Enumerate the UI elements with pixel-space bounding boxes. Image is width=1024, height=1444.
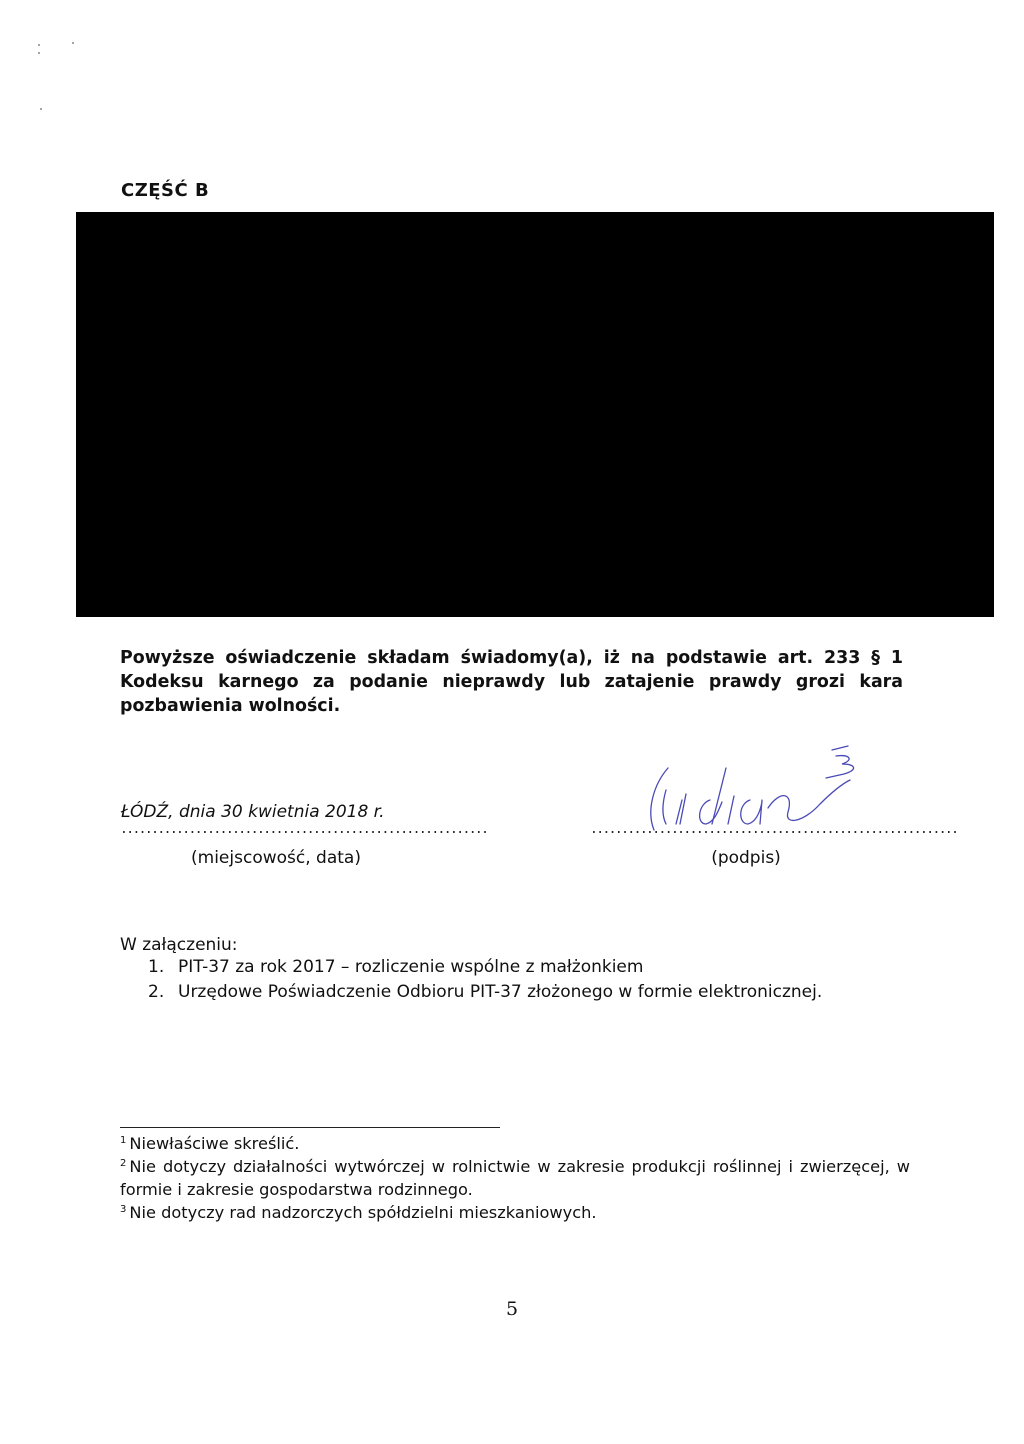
scan-speck bbox=[40, 108, 42, 110]
redacted-block bbox=[76, 212, 994, 617]
footnotes bbox=[120, 1132, 910, 1224]
attachment-item bbox=[148, 980, 822, 1005]
signature-caption: (podpis) bbox=[711, 848, 781, 868]
attachment-number: 1. bbox=[148, 957, 165, 977]
attachment-text: PIT-37 za rok 2017 – rozliczenie wspólne z małżonkiem bbox=[178, 957, 644, 977]
place-date-dotted-line: ........................................................... bbox=[120, 822, 488, 837]
footnote bbox=[120, 1201, 910, 1224]
declaration-statement: Powyższe oświadczenie składam świadomy(a), iż na podstawie art. 233 § 1 Kodeksu karnego za podanie nieprawdy lub zatajenie prawdy grozi kara pozbawienia wolności. bbox=[120, 648, 903, 716]
footnote-mark: 1 bbox=[120, 1134, 127, 1146]
footnote bbox=[120, 1132, 910, 1155]
section-heading: CZĘŚĆ B bbox=[121, 180, 210, 201]
attachments-list bbox=[148, 955, 822, 1005]
footnote-text: Nie dotyczy rad nadzorczych spółdzielni mieszkaniowych. bbox=[129, 1203, 597, 1222]
place-date-caption: (miejscowość, data) bbox=[191, 848, 361, 868]
scan-speck bbox=[72, 42, 74, 44]
attachment-text: Urzędowe Poświadczenie Odbioru PIT-37 złożonego w formie elektronicznej. bbox=[178, 982, 823, 1002]
page-number: 5 bbox=[505, 1298, 519, 1320]
attachments-title: W załączeniu: bbox=[120, 935, 238, 955]
footnote bbox=[120, 1155, 910, 1201]
scan-speck bbox=[38, 44, 40, 46]
footnote-separator bbox=[120, 1127, 500, 1128]
footnote-mark: 2 bbox=[120, 1157, 127, 1169]
footnote-text: Nie dotyczy działalności wytwórczej w rolnictwie w zakresie produkcji roślinnej i zwierzęcej, w formie i zakresie gospodarstwa rodzinnego. bbox=[120, 1157, 910, 1199]
footnote-mark: 3 bbox=[120, 1203, 127, 1215]
attachment-number: 2. bbox=[148, 982, 165, 1002]
place-date-value: ŁÓDŹ, dnia 30 kwietnia 2018 r. bbox=[121, 802, 385, 822]
footnote-text: Niewłaściwe skreślić. bbox=[129, 1134, 300, 1153]
scan-speck bbox=[38, 52, 40, 54]
attachment-item bbox=[148, 955, 822, 980]
signature-dotted-line: ........................................................... bbox=[590, 822, 958, 837]
